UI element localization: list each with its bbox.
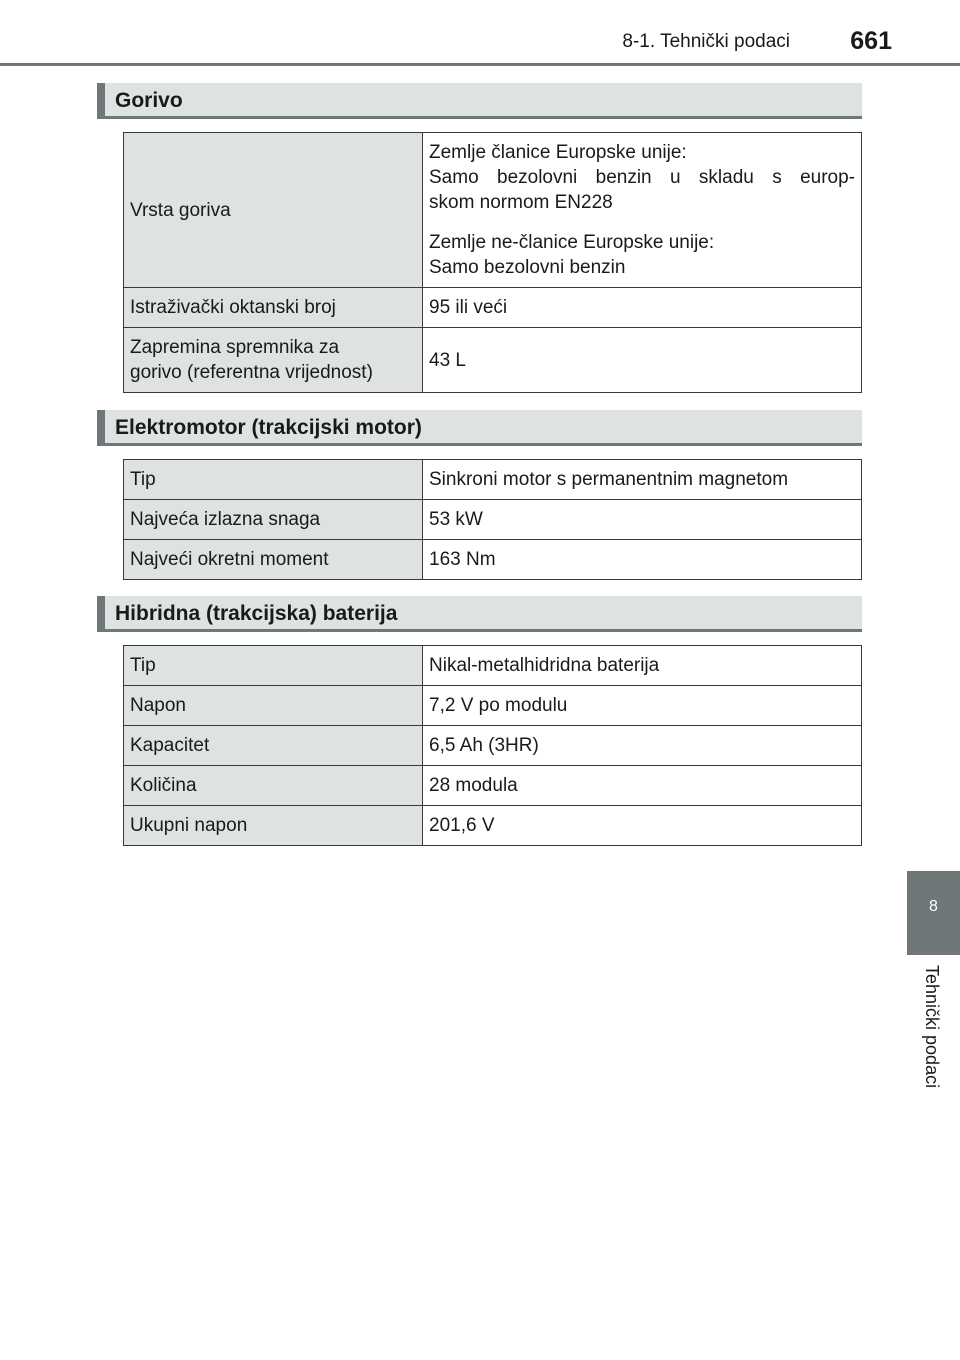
spec-table (123, 459, 862, 580)
chapter-tab-number: 8 (929, 898, 938, 915)
row-value (423, 133, 862, 288)
value-line: Zemlje članice Europske unije: (429, 142, 687, 163)
section-title: Gorivo (115, 89, 183, 112)
row-label: Istraživački oktanski broj (124, 288, 423, 328)
row-label: Količina (124, 766, 423, 806)
row-label: Najveća izlazna snaga (124, 500, 423, 540)
header-rule (0, 63, 960, 66)
table-row (124, 646, 862, 686)
row-label: Tip (124, 646, 423, 686)
section-header (97, 83, 862, 119)
row-value: 43 L (423, 328, 862, 393)
row-label: Tip (124, 460, 423, 500)
row-value: 7,2 V po modulu (423, 686, 862, 726)
label-line: gorivo (referentna vrijednost) (130, 362, 373, 383)
value-line: Samo bezolovni benzin (429, 257, 626, 278)
section-hybrid-battery (97, 596, 862, 836)
value-paragraph (429, 230, 855, 280)
section-title: Hibridna (trakcijska) baterija (115, 602, 398, 625)
row-value: 163 Nm (423, 540, 862, 580)
row-label: Najveći okretni moment (124, 540, 423, 580)
chapter-tab (907, 871, 960, 955)
page-header (0, 0, 960, 66)
row-value: 6,5 Ah (3HR) (423, 726, 862, 766)
row-value: 53 kW (423, 500, 862, 540)
row-label: Ukupni napon (124, 806, 423, 846)
table-row (124, 500, 862, 540)
row-value: Nikal-metalhidridna baterija (423, 646, 862, 686)
table-row (124, 766, 862, 806)
row-label: Vrsta goriva (124, 133, 423, 288)
row-value: 95 ili veći (423, 288, 862, 328)
section-fuel (97, 83, 862, 383)
row-value: Sinkroni motor s permanentnim magnetom (423, 460, 862, 500)
row-value: 28 modula (423, 766, 862, 806)
value-paragraph (429, 140, 855, 215)
table-row (124, 806, 862, 846)
spec-table (123, 132, 862, 393)
table-row (124, 686, 862, 726)
section-header (97, 410, 862, 446)
table-row (124, 460, 862, 500)
value-line: Samo bezolovni benzin u skladu s europ- (429, 167, 855, 188)
row-label: Kapacitet (124, 726, 423, 766)
table-row (124, 288, 862, 328)
row-label: Napon (124, 686, 423, 726)
label-line: Zapremina spremnika za (130, 337, 340, 358)
section-header (97, 596, 862, 632)
chapter-tab-label: Tehnički podaci (922, 965, 942, 1089)
table-row (124, 328, 862, 393)
value-line: Zemlje ne-članice Europske unije: (429, 232, 715, 253)
table-row (124, 540, 862, 580)
table-row (124, 133, 862, 288)
value-line: skom normom EN228 (429, 192, 613, 213)
spec-table (123, 645, 862, 846)
page-number: 661 (850, 27, 892, 55)
row-value: 201,6 V (423, 806, 862, 846)
section-electric-motor (97, 410, 862, 570)
section-title: Elektromotor (trakcijski motor) (115, 416, 422, 439)
table-row (124, 726, 862, 766)
chapter-title: 8-1. Tehnički podaci (622, 31, 790, 52)
row-label (124, 328, 423, 393)
